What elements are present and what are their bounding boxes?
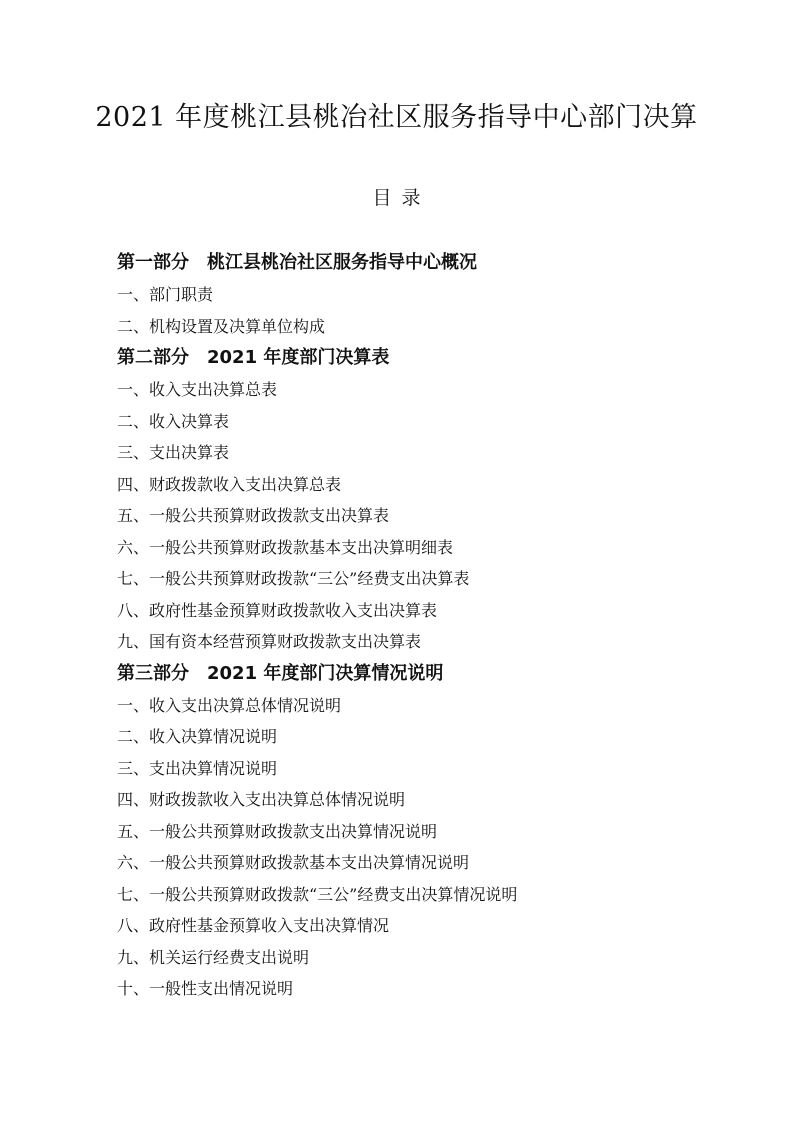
table-of-contents — [117, 247, 757, 1005]
toc-section-part-3 — [117, 658, 757, 1005]
toc-item: 四、财政拨款收入支出决算总体情况说明 — [117, 790, 406, 809]
toc-item: 九、国有资本经营预算财政拨款支出决算表 — [117, 632, 422, 651]
toc-item: 八、政府性基金预算收入支出决算情况 — [117, 916, 390, 935]
toc-section-part-2 — [117, 342, 757, 658]
toc-item: 二、机构设置及决算单位构成 — [117, 316, 326, 336]
toc-item: 二、收入决算表 — [117, 411, 230, 431]
toc-item: 一、部门职责 — [117, 285, 214, 304]
toc-item: 四、财政拨款收入支出决算总表 — [117, 474, 342, 494]
toc-item: 十、一般性支出情况说明 — [117, 979, 294, 998]
toc-item: 一、收入支出决算总表 — [117, 380, 278, 399]
toc-item: 七、一般公共预算财政拨款“三公”经费支出决算情况说明 — [117, 884, 518, 904]
toc-item: 六、一般公共预算财政拨款基本支出决算明细表 — [117, 537, 454, 557]
section-title: 第三部分 2021 年度部门决算情况说明 — [117, 662, 444, 684]
toc-item: 七、一般公共预算财政拨款“三公”经费支出决算表 — [117, 569, 470, 588]
toc-item: 九、机关运行经费支出说明 — [117, 947, 310, 967]
toc-item: 三、支出决算表 — [117, 443, 230, 462]
toc-heading: 目录 — [372, 187, 431, 209]
toc-item: 五、一般公共预算财政拨款支出决算情况说明 — [117, 821, 438, 841]
toc-item: 五、一般公共预算财政拨款支出决算表 — [117, 506, 390, 525]
document-title: 2021 年度桃江县桃冶社区服务指导中心部门决算 — [95, 102, 698, 133]
toc-section-part-1 — [117, 247, 757, 342]
toc-item: 八、政府性基金预算财政拨款收入支出决算表 — [117, 600, 438, 620]
toc-item: 三、支出决算情况说明 — [117, 758, 278, 778]
toc-item: 二、收入决算情况说明 — [117, 727, 278, 746]
section-title: 第一部分 桃江县桃冶社区服务指导中心概况 — [117, 252, 477, 273]
toc-item: 六、一般公共预算财政拨款基本支出决算情况说明 — [117, 853, 470, 872]
section-title: 第二部分 2021 年度部门决算表 — [117, 347, 390, 368]
toc-item: 一、收入支出决算总体情况说明 — [117, 695, 342, 715]
